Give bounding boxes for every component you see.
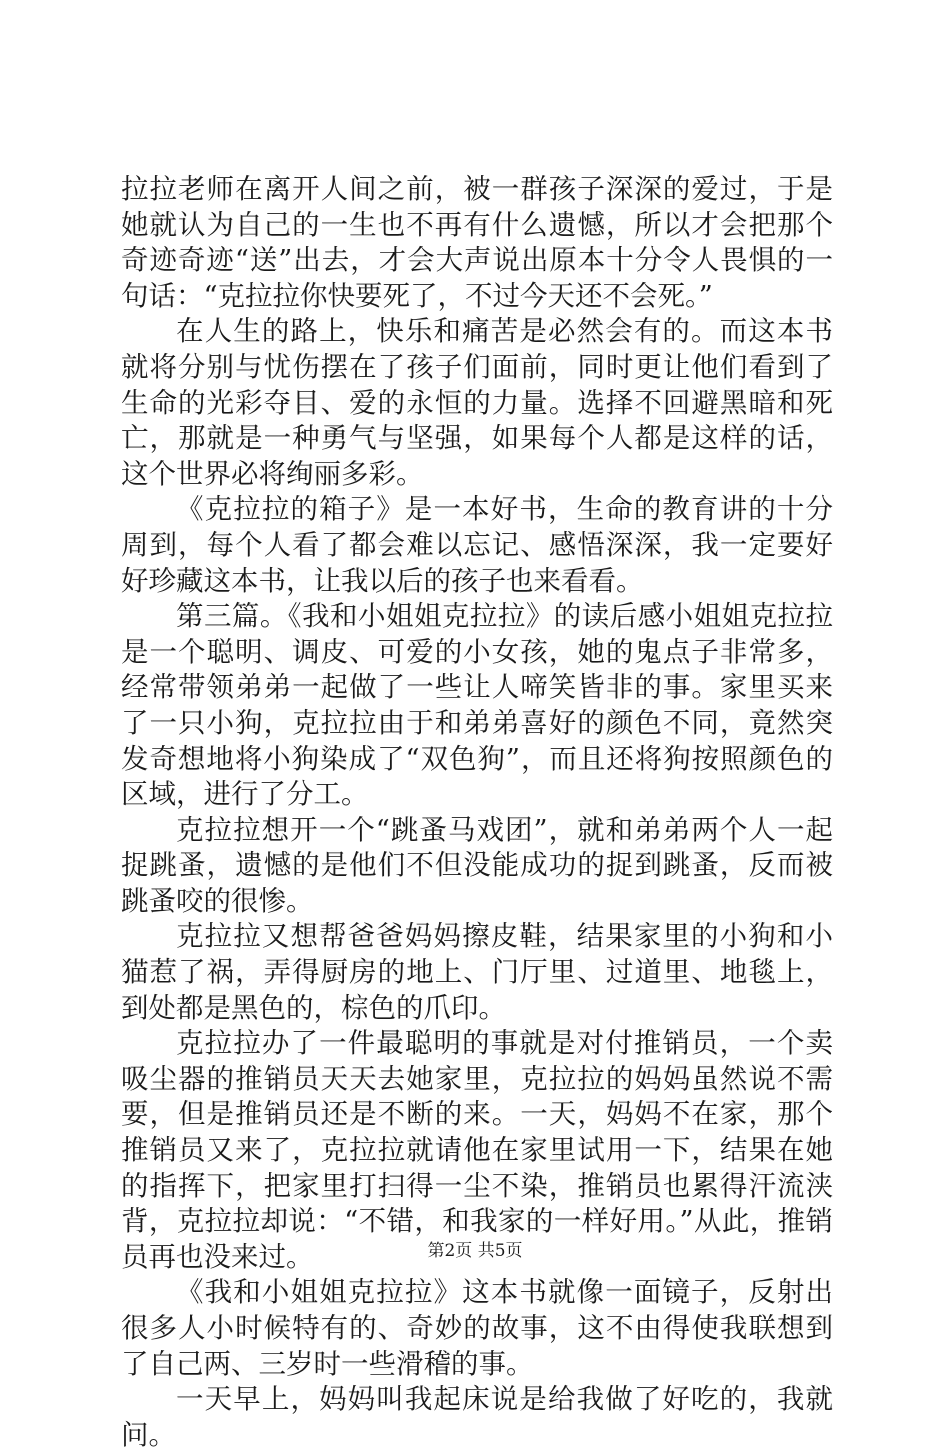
paragraph-1: 拉拉老师在离开人间之前，被一群孩子深深的爱过，于是她就认为自己的一生也不再有什么遗憾，所以才会把那个奇迹奇迹“送”出去，才会大声说出原本十分令人畏惧的一句话：“克拉拉你快要死了，不过今天还不会死。” bbox=[121, 173, 833, 312]
paragraph-2: 在人生的路上，快乐和痛苦是必然会有的。而这本书就将分别与忧伤摆在了孩子们面前，同时更让他们看到了生命的光彩夺目、爱的永恒的力量。选择不回避黑暗和死亡，那就是一种勇气与坚强，如果每个人都是这样的话，这个世界必将绚丽多彩。 bbox=[121, 315, 833, 490]
paragraph-6: 克拉拉又想帮爸爸妈妈擦皮鞋，结果家里的小狗和小猫惹了祸，弄得厨房的地上、门厅里、过道里、地毯上，到处都是黑色的，棕色的爪印。 bbox=[121, 920, 833, 1024]
paragraph-3: 《克拉拉的箱子》是一本好书，生命的教育讲的十分周到，每个人看了都会难以忘记、感悟深深，我一定要好好珍藏这本书，让我以后的孩子也来看看。 bbox=[121, 493, 833, 597]
page-number-footer: 第2页 共5页 bbox=[427, 1241, 523, 1261]
paragraph-9: 一天早上，妈妈叫我起床说是给我做了好吃的，我就问。 bbox=[121, 1383, 833, 1451]
paragraph-8: 《我和小姐姐克拉拉》这本书就像一面镜子，反射出很多人小时候特有的、奇妙的故事，这不由得使我联想到了自己两、三岁时一些滑稽的事。 bbox=[121, 1276, 833, 1380]
paragraph-4: 第三篇。《我和小姐姐克拉拉》的读后感小姐姐克拉拉是一个聪明、调皮、可爱的小女孩，她的鬼点子非常多，经常带领弟弟一起做了一些让人啼笑皆非的事。家里买来了一只小狗，克拉拉由于和弟弟喜好的颜色不同，竟然突发奇想地将小狗染成了“双色狗”，而且还将狗按照颜色的区域，进行了分工。 bbox=[121, 600, 833, 811]
paragraph-5: 克拉拉想开一个“跳蚤马戏团”，就和弟弟两个人一起捉跳蚤，遗憾的是他们不但没能成功的捉到跳蚤，反而被跳蚤咬的很惨。 bbox=[121, 813, 833, 917]
paragraph-7: 克拉拉办了一件最聪明的事就是对付推销员，一个卖吸尘器的推销员天天去她家里，克拉拉的妈妈虽然说不需要，但是推销员还是不断的来。一天，妈妈不在家，那个推销员又来了，克拉拉就请他在家里试用一下，结果在她的指挥下，把家里打扫得一尘不染，推销员也累得汗流浃背，克拉拉却说：“不错，和我家的一样好用。”从此，推销员再也没来过。 bbox=[121, 1027, 833, 1273]
